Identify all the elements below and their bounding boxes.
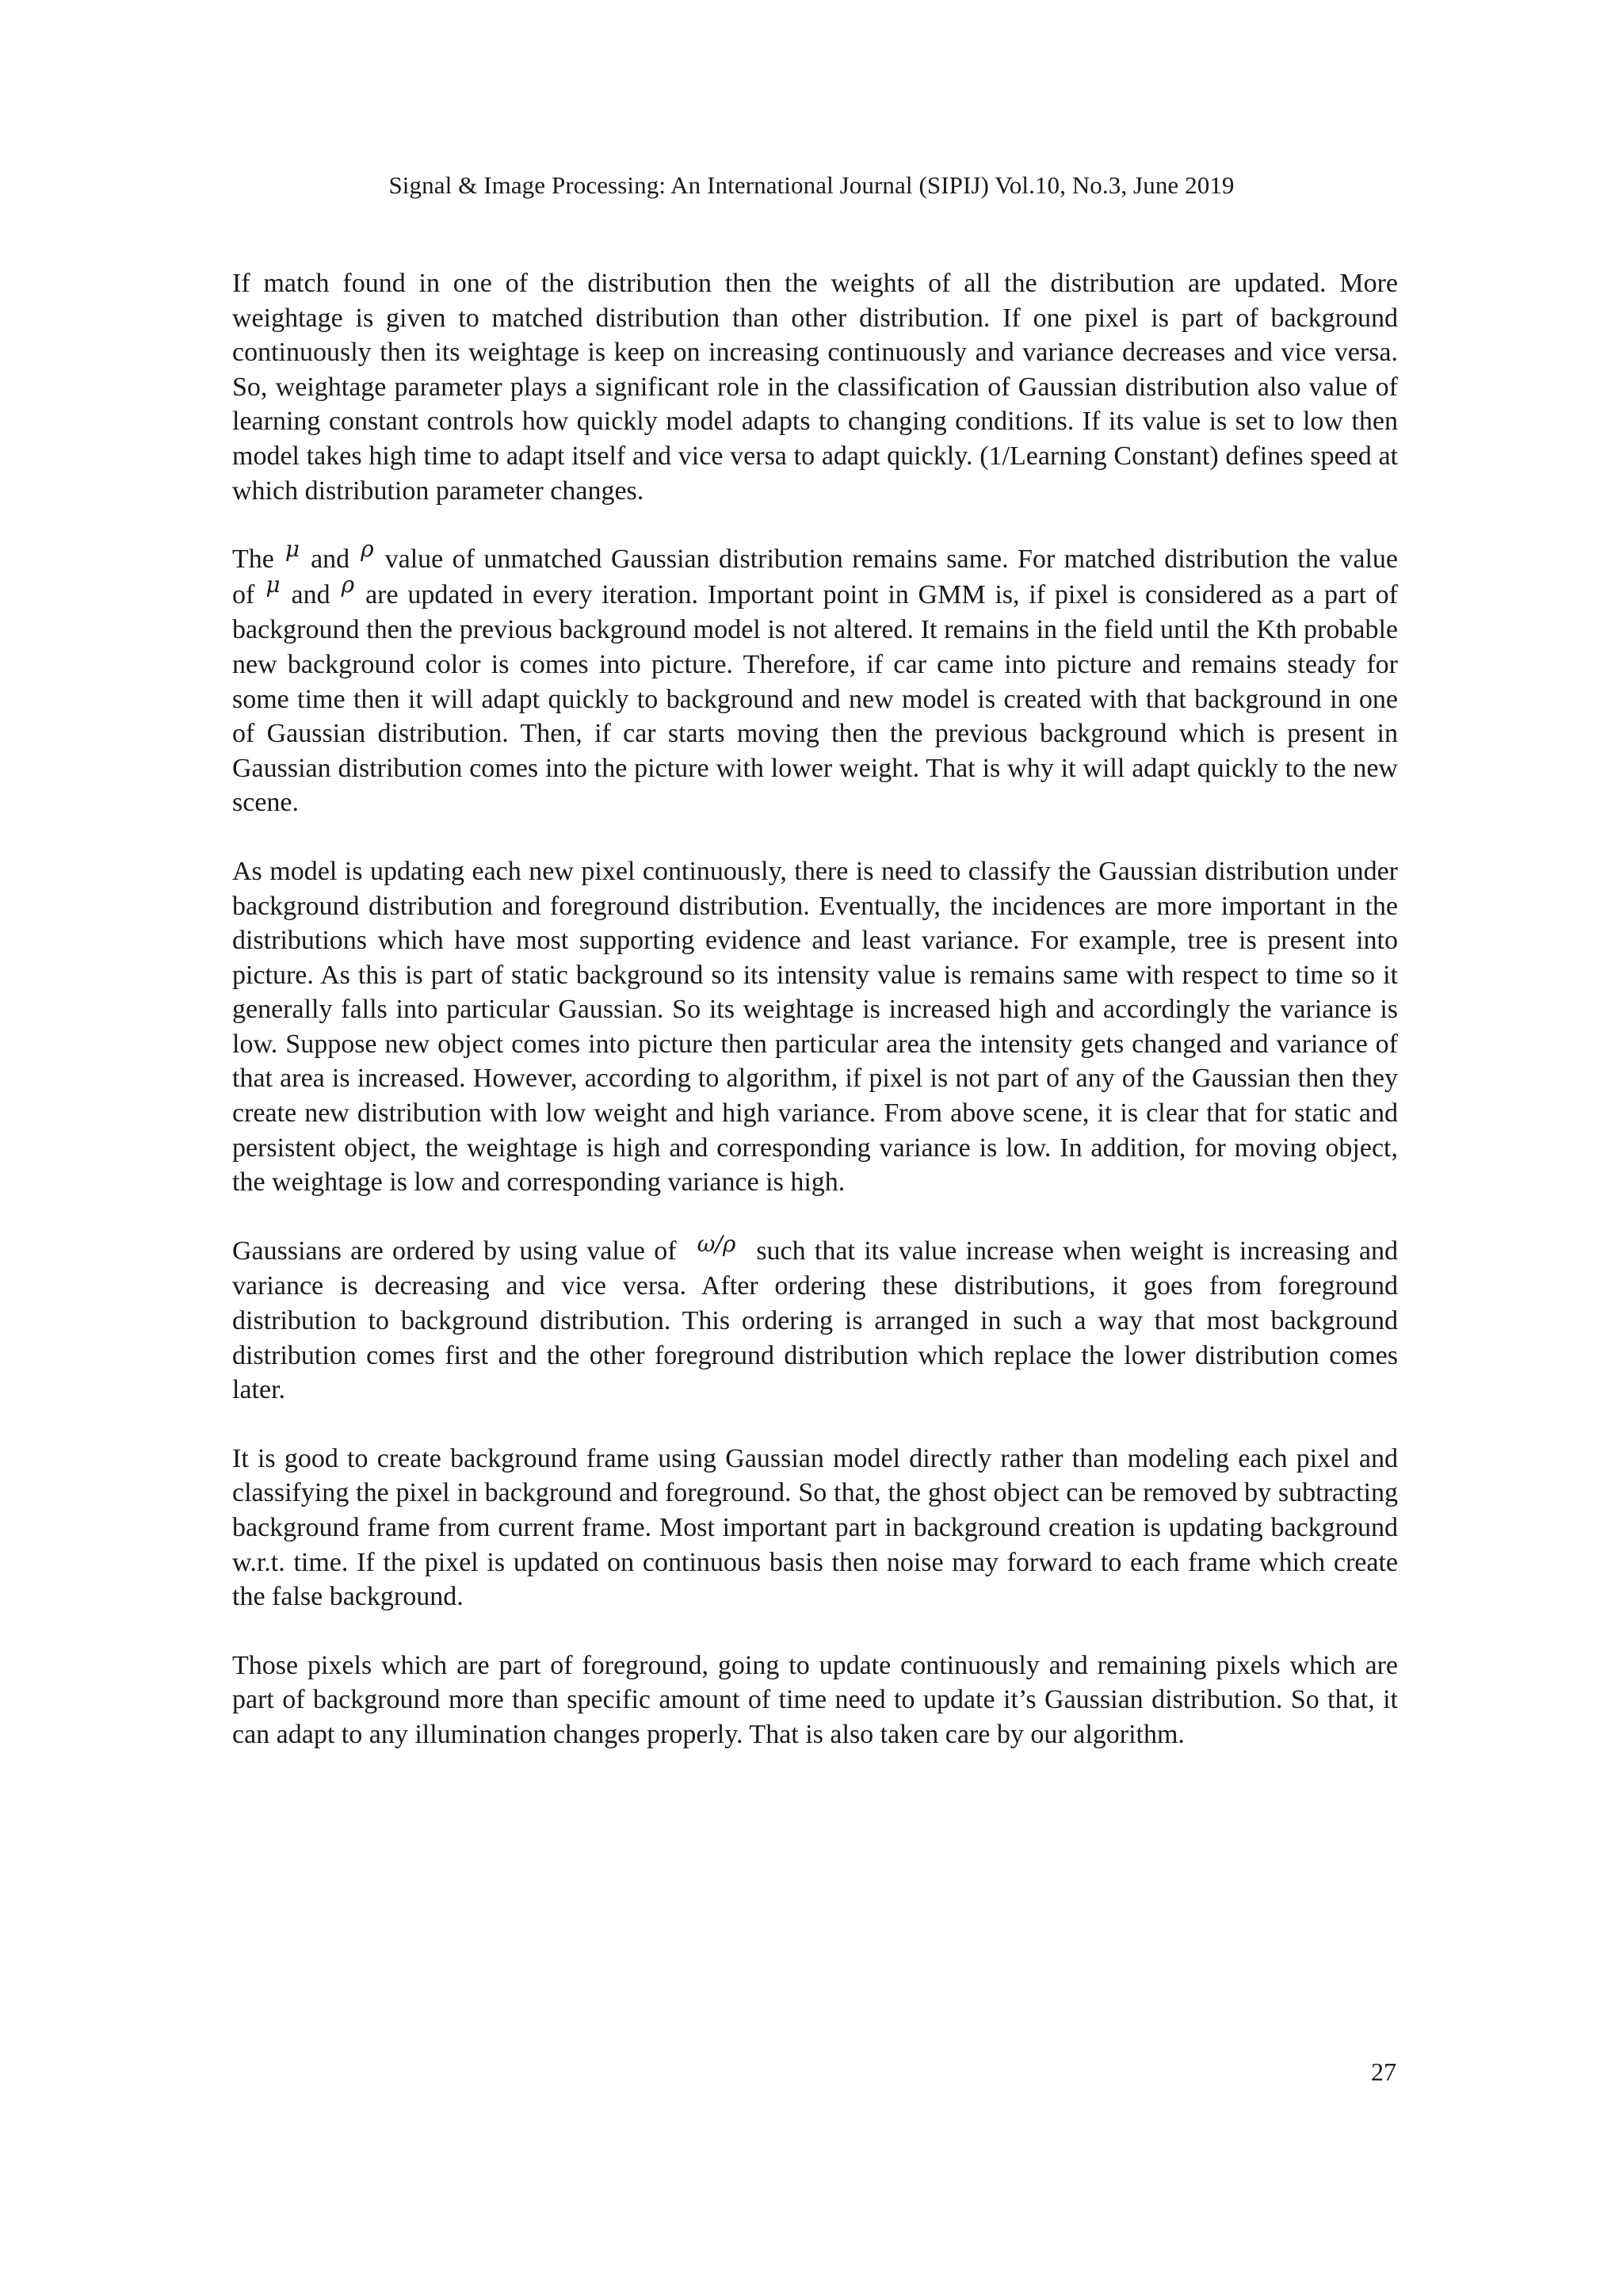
rho-symbol: ρ	[341, 571, 355, 598]
paragraph-classification: As model is updating each new pixel continuously, there is need to classify the Gaussian distribution under background distribution and foreground distribution. Eventually, the incidences are more important in the distributions which have most supporting evidence and least variance. For example, tree is present into picture. As this is part of static background so its intensity value is remains same with respect to time so it generally falls into particular Gaussian. So its weightage is increased high and accordingly the variance is low. Suppose new object comes into picture then particular area the intensity gets changed and variance of that area is increased. However, according to algorithm, if pixel is not part of any of the Gaussian then they create new distribution with low weight and high variance. From above scene, it is clear that for static and persistent object, the weightage is high and corresponding variance is low. In addition, for moving object, the weightage is low and corresponding variance is high.	[232, 856, 1398, 1198]
text-segment: such that its value increase when weight is increasing and variance is decreasing and vice versa. After ordering these distributions, it goes from foreground distribution to background distribution. This ordering is arranged in such a way that most background distribution comes first and the other foreground distribution which replace the lower distribution comes later.	[232, 1236, 1398, 1405]
text-segment: and	[311, 544, 350, 575]
mu-symbol: μ	[285, 536, 300, 563]
paragraph-ordering	[232, 1230, 1398, 1408]
omega-over-rho-symbol: ω/ρ	[697, 1230, 736, 1257]
body-text	[232, 266, 1398, 1786]
running-header: Signal & Image Processing: An International Journal (SIPIJ) Vol.10, No.3, June 2019	[388, 171, 1235, 199]
paragraph-background-frame: It is good to create background frame using Gaussian model directly rather than modeling each pixel and classifying the pixel in background and foreground. So that, the ghost object can be removed by subtracting background frame from current frame. Most important part in background creation is updating background w.r.t. time. If the pixel is updated on continuous basis then noise may forward to each frame which create the false background.	[232, 1443, 1398, 1612]
page-number: 27	[1371, 2057, 1396, 2086]
text-segment: Gaussians are ordered by using value of	[232, 1236, 677, 1266]
text-segment: are updated in every iteration. Important point in GMM is, if pixel is considered as a part of background then the previous background model is not altered. It remains in the field until the Kth probable new background color is comes into picture. Therefore, if car came into picture and remains steady for some time then it will adapt quickly to background and new model is created with that background in one of Gaussian distribution. Then, if car starts moving then the previous background which is present in Gaussian distribution comes into the picture with lower weight. That is why it will adapt quickly to the new scene.	[232, 579, 1398, 818]
paragraph-mu-rho-update	[232, 536, 1398, 820]
paragraph-foreground-update: Those pixels which are part of foreground, going to update continuously and remaining pixels which are part of background more than specific amount of time need to update it’s Gaussian distribution. So that, it can adapt to any illumination changes properly. That is also taken care by our algorithm.	[232, 1650, 1398, 1749]
mu-symbol: μ	[265, 571, 281, 598]
text-segment: value of unmatched Gaussian distribution remains same. For matched distribution the value of	[232, 544, 1398, 609]
text-segment: The	[232, 544, 274, 575]
text-segment: and	[291, 579, 330, 609]
paragraph-weight-update: If match found in one of the distribution then the weights of all the distribution are updated. More weightage is given to matched distribution than other distribution. If one pixel is part of background continuously then its weightage is keep on increasing continuously and variance decreases and vice versa. So, weightage parameter plays a significant role in the classification of Gaussian distribution also value of learning constant controls how quickly model adapts to changing conditions. If its value is set to low then model takes high time to adapt itself and vice versa to adapt quickly. (1/Learning Constant) defines speed at which distribution parameter changes.	[232, 269, 1398, 506]
rho-symbol: ρ	[361, 536, 374, 563]
